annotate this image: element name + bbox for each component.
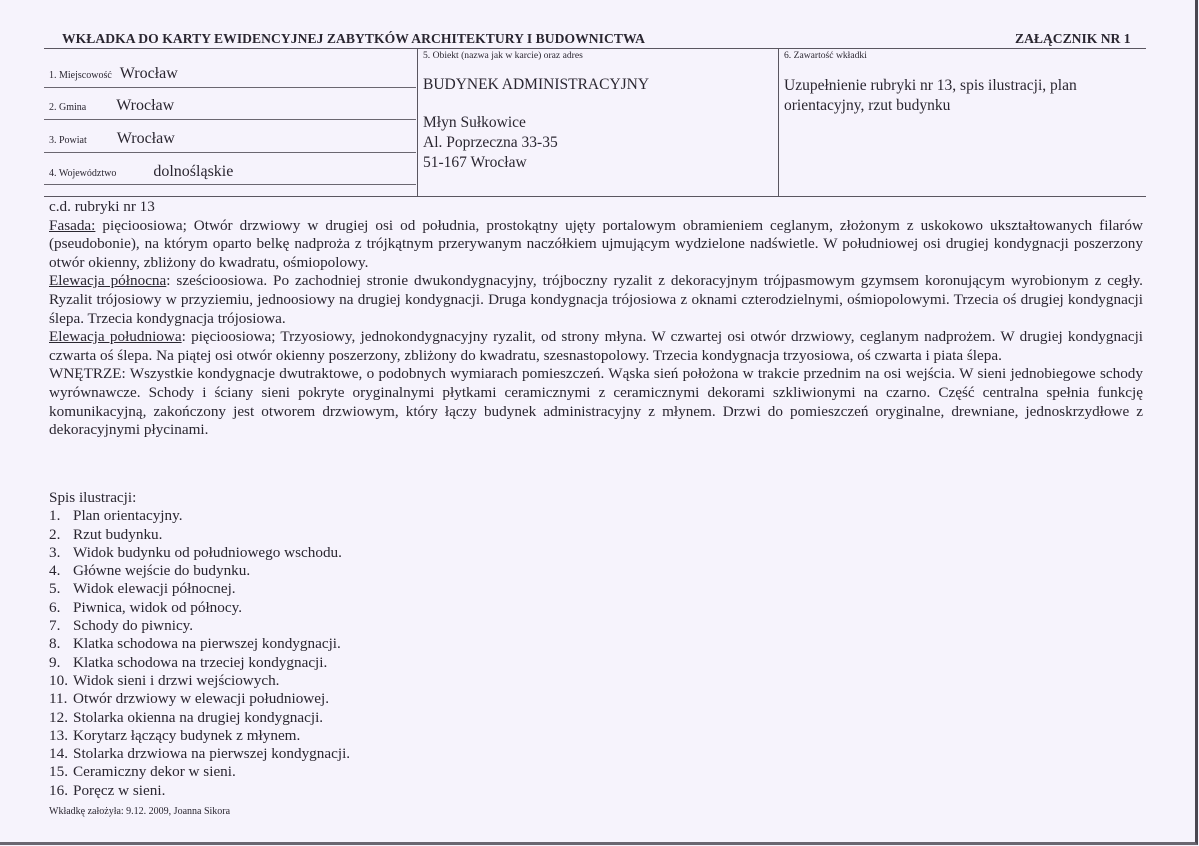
- illustrations-list: [49, 489, 350, 800]
- list-item: 6. Piwnica, widok od północy.: [49, 598, 243, 616]
- field-value: Wrocław: [116, 97, 175, 114]
- header-rule: [44, 48, 1146, 49]
- field-miejscowosc: [49, 65, 178, 83]
- address-line: Al. Poprzeczna 33-35: [423, 134, 558, 151]
- section-wnetrze: [49, 365, 1143, 439]
- section-title: Fasada:: [49, 216, 96, 234]
- list-item: 12. Stolarka okienna na drugiej kondygnacji.: [49, 708, 324, 726]
- section-title: Elewacja południowa: [49, 328, 182, 346]
- list-item: 16. Poręcz w sieni.: [49, 781, 166, 799]
- section-text: pięcioosiowa; Otwór drzwiowy w drugiej osi od południa, prostokątny ujęty portalowym obramieniem ceglanym, złożonym z uskokowo ukształtowanych filarów (pseudobonie), na którym oparto belkę nadproża z trójkątnym przerywanym naczółkiem ujmującym wydzielone nadświetle. W południowej osi drugiej kondygnacji poszerzony otwór okienny, zbliżony do kwadratu, ośmiopolowy.: [49, 216, 1143, 271]
- list-item: 13. Korytarz łączący budynek z młynem.: [49, 726, 301, 744]
- field-rule: [44, 119, 416, 120]
- field-wojewodztwo: [49, 163, 233, 181]
- list-item: 9. Klatka schodowa na trzeciej kondygnacji.: [49, 653, 328, 671]
- list-item: 7. Schody do piwnicy.: [49, 617, 194, 635]
- list-item: 15. Ceramiczny dekor w sieni.: [49, 763, 236, 781]
- section-elewacja-poludniowa: [49, 328, 1143, 365]
- form-bottom-rule: [44, 196, 1146, 197]
- object-name: BUDYNEK ADMINISTRACYJNY: [423, 76, 650, 93]
- column-divider: [778, 48, 779, 196]
- annex-number: ZAŁĄCZNIK NR 1: [1015, 31, 1131, 46]
- field-label: 3. Powiat: [49, 135, 87, 146]
- document-title: WKŁADKA DO KARTY EWIDENCYJNEJ ZABYTKÓW ARCHITEKTURY I BUDOWNICTWA: [62, 31, 645, 46]
- field-label: 2. Gmina: [49, 102, 87, 113]
- list-item: 14. Stolarka drzwiowa na pierwszej kondygnacji.: [49, 745, 351, 763]
- section-text: : sześcioosiowa. Po zachodniej stronie dwukondygnacyjny, trójboczny ryzalit z dekoracyjnym trójpasmowym gzymsem koronującym wyrobionym z cegły. Ryzalit trójosiowy w przyziemiu, jednoosiowy na drugiej kondygnacji. Druga kondygnacja trójosiowa z oknami czterodzielnymi, ośmiopolowymi. Trzecia oś drugiej kondygnacji ślepa. Trzecia kondygnacja trójosiowa.: [49, 272, 1143, 327]
- list-item: 10. Widok sieni i drzwi wejściowych.: [49, 671, 280, 689]
- field-gmina: [49, 97, 174, 115]
- field-label: 1. Miejscowość: [49, 70, 112, 81]
- list-item: 8. Klatka schodowa na pierwszej kondygnacji.: [49, 635, 341, 653]
- field-value: Wrocław: [119, 65, 178, 82]
- created-by-note: Wkładkę założyła: 9.12. 2009, Joanna Sikora: [49, 806, 231, 817]
- field-rule: [44, 87, 416, 88]
- address-line: 51-167 Wrocław: [423, 154, 527, 171]
- section-title: Elewacja północna: [49, 272, 167, 290]
- field-value: Wrocław: [116, 130, 175, 147]
- section-text: : pięcioosiowa; Trzyosiowy, jednokondygnacyjny ryzalit, od strony młyna. W czwartej osi otwór drzwiowy, ceglanym nadprożem. W drugiej kondygnacji czwarta oś ślepa. Na piątej osi otwór okienny poszerzony, zbliżony do kwadratu, szesnastopolowy. Trzecia kondygnacja trzyosiowa, oś czwarta i piata ślepa.: [49, 328, 1144, 364]
- body-heading: c.d. rubryki nr 13: [49, 198, 155, 215]
- rubric-13-continuation: [49, 198, 1143, 440]
- section-elewacja-polnocna: [49, 272, 1143, 328]
- object-address: [423, 113, 558, 173]
- section-fasada: [49, 217, 1143, 273]
- field-powiat: [49, 130, 175, 148]
- field-value: dolnośląskie: [153, 163, 234, 180]
- illustrations-heading: Spis ilustracji:: [49, 489, 137, 506]
- object-label: 5. Obiekt (nazwa jak w karcie) oraz adres: [423, 50, 583, 61]
- section-text: WNĘTRZE: Wszystkie kondygnacje dwutraktowe, o podobnych wymiarach pomieszczeń. Wąska sień położona w trakcie przednim na osi wejścia. W sieni jednobiegowe schody wyrównawcze. Schody i ściany sieni pokryte oryginalnymi płytkami ceramicznymi z ceramicznymi dekorami szkliwionymi na czarno. Część centralna spełnia funkcję komunikacyjną, zakończony jest otworem drzwiowym, który łączy budynek administracyjny z młynem. Drzwi do pomieszczeń oryginalne, drewniane, jednoskrzydłowe z dekoracyjnymi płycinami.: [49, 365, 1143, 439]
- address-line: Młyn Sułkowice: [423, 114, 526, 131]
- list-item: 1. Plan orientacyjny.: [49, 507, 183, 525]
- list-item: 3. Widok budynku od południowego wschodu.: [49, 543, 342, 561]
- list-item: 4. Główne wejście do budynku.: [49, 562, 251, 580]
- list-item: 5. Widok elewacji północnej.: [49, 580, 236, 598]
- contents-label: 6. Zawartość wkładki: [784, 50, 867, 61]
- field-rule: [44, 152, 416, 153]
- list-item: 2. Rzut budynku.: [49, 525, 163, 543]
- field-rule: [44, 184, 416, 185]
- column-divider: [417, 48, 418, 196]
- list-item: 11. Otwór drzwiowy w elewacji południowej.: [49, 690, 330, 708]
- field-label: 4. Województwo: [49, 168, 117, 179]
- contents-value: Uzupełnienie rubryki nr 13, spis ilustracji, plan orientacyjny, rzut budynku: [784, 77, 1077, 114]
